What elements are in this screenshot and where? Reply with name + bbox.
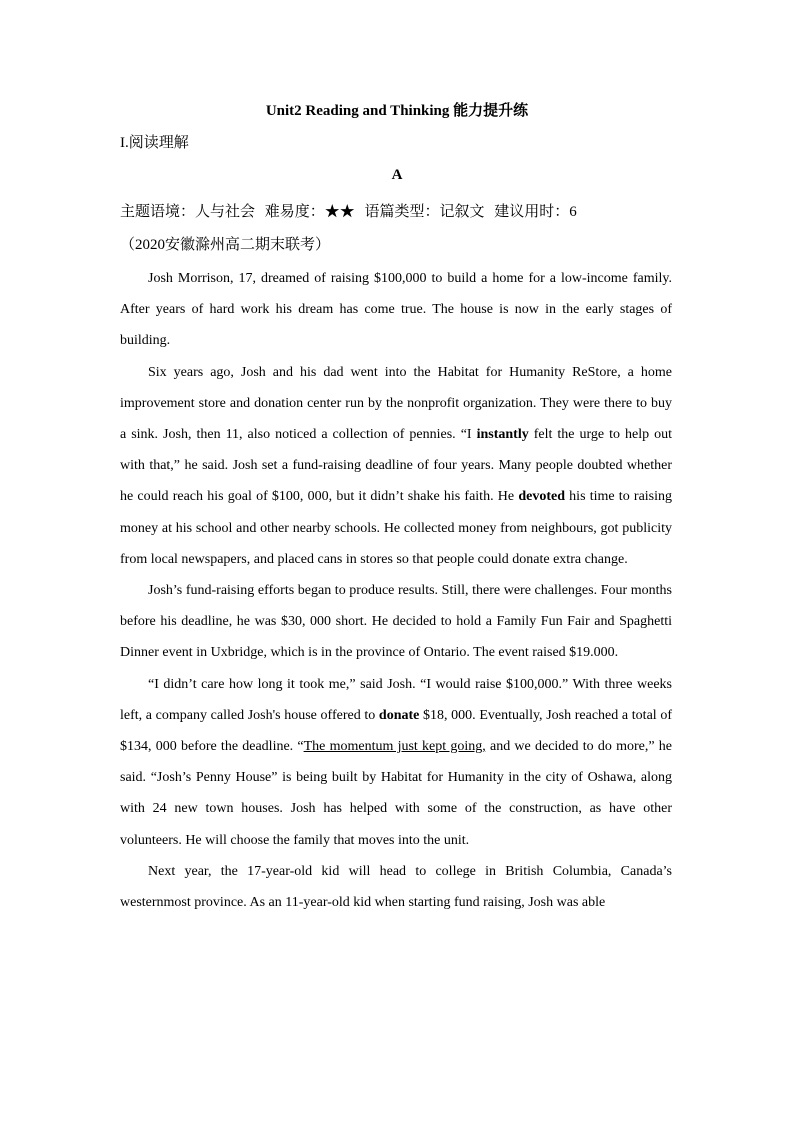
passage-meta [120,201,583,223]
paragraph-1: Josh Morrison, 17, dreamed of raising $100,000 to build a home for a low-income family. After years of hard work his dream has come true. The house is now in the early stages of building. [120,271,672,349]
paragraph-4-text-c: and we decided to do more,” he said. “Josh’s Penny House” is being built by Habitat for Humanity in the city of Oshawa, along with 24 new town houses. Josh has helped with some of the construction, as have other volunteers. He will choose the family that moves into the unit. [120,739,672,848]
part-label: A [391,167,403,183]
paragraph-2-text-a: Six years ago, Josh and his dad went into the Habitat for Humanity ReStore, a home improvement store and donation center run by the nonprofit organization. They were there to buy a sink. Josh, then 11, also noticed a collection of pennies. “I [120,364,672,443]
paragraph-2-text-c: his time to raising money at his school and other nearby schools. He collected money from neighbours, got publicity from local newspapers, and placed cans in stores so that people could donate extra change. [120,489,673,567]
paragraph-4-text-b: $18, 000. Eventually, Josh reached a total of $134, 000 before the deadline. “ [120,707,672,755]
paragraph-4-text-a: “I didn’t care how long it took me,” said Josh. “I would raise $100,000.” With three weeks left, a company called Josh's house offered to [120,676,672,723]
underlined-phrase: The momentum just kept going, [303,739,486,755]
theme-context: 主题语境：人与社会 [120,204,256,220]
reading-passage [120,263,672,918]
keyword-devoted: devoted [518,489,565,505]
paragraph-5: Next year, the 17-year-old kid will head to college in British Columbia, Canada’s westernmost province. As an 11-year-old kid when starting fund raising, Josh was able [120,863,672,911]
keyword-donate: donate [378,707,420,723]
difficulty-rating: 难易度：★★ [264,204,355,220]
paragraph-3: Josh’s fund-raising efforts began to produce results. Still, there were challenges. Four months before his deadline, he was $30, 000 short. He decided to hold a Family Fun Fair and Spaghetti Dinner event in Uxbridge, which is in the province of Ontario. The event raised $19.000. [120,583,672,661]
page-title: Unit2 Reading and Thinking 能力提升练 [265,103,529,119]
keyword-instantly: instantly [476,427,529,443]
paragraph-2-text-b: felt the urge to help out with that,” he said. Josh set a fund-raising deadline of four years. Many people doubted whether he could reach his goal of $100, 000, but it didn’t shake his faith. He [120,427,672,505]
section-heading: I.阅读理解 [120,135,189,151]
suggested-time: 建议用时：6 [494,204,577,220]
passage-genre: 语篇类型：记叙文 [364,204,485,220]
paragraph-4 [120,669,672,856]
paragraph-2 [120,357,672,575]
exam-source: （2020安徽滁州高二期末联考） [120,237,331,253]
